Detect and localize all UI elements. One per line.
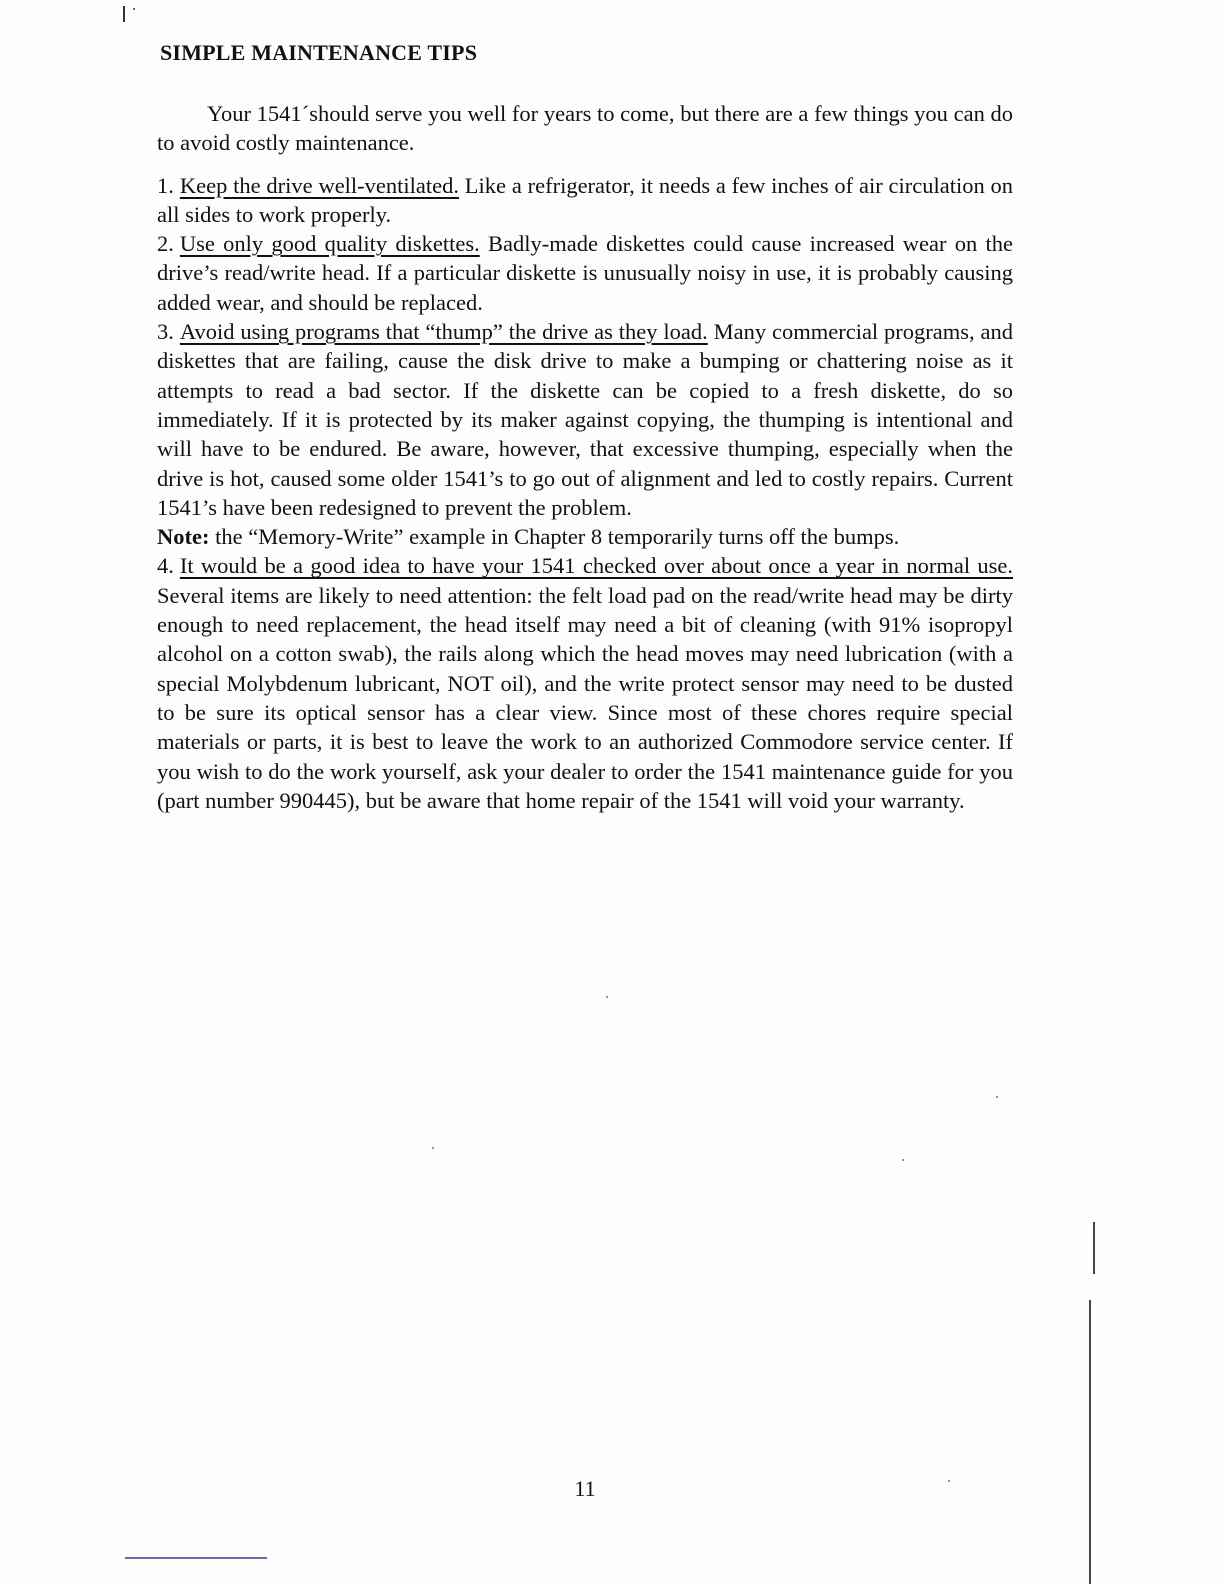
scan-speck [606,996,608,998]
scan-speck [948,1480,950,1482]
tip-text: Like a refrigerator, it needs a few inches of air circulation on all sides to work properly. [157,172,1013,227]
tip-text: Many commercial programs, and diskettes that are failing, cause the disk drive to make a bumping or chattering noise as it attempts to read a bad sector. If the diskette can be copied to a fresh diskette, do so immediately. If it is protected by its maker against copying, the thumping is intentional and will have to be endured. Be aware, however, that excessive thumping, especially when the drive is hot, caused some older 1541’s to go out of alignment and led to costly repairs. Current 1541’s have been redesigned to prevent the problem. [157,319,1014,520]
tip-number: 3. [157,319,174,345]
tip-3 [157,317,1013,522]
tip-number: 4. [157,553,174,579]
tip-2 [157,229,1013,317]
tip-1 [157,171,1013,230]
tip-title: Keep the drive well-ventilated. [179,172,460,198]
section-heading: SIMPLE MAINTENANCE TIPS [160,40,478,65]
tip-title: Use only good quality diskettes. [179,231,480,257]
tip-number: 1. [157,172,174,198]
scan-edge-line [1093,1222,1095,1274]
scan-edge-line [1089,1300,1091,1584]
scan-speck [133,8,135,10]
tip-number: 2. [157,231,174,257]
scan-speck [902,1159,904,1161]
note-label: Note: [157,524,210,550]
note-text: the “Memory-Write” example in Chapter 8 temporarily turns off the bumps. [209,524,900,550]
tip-title: It would be a good idea to have your 1541 checked over about once a year in normal use. [179,553,1013,579]
scan-speck [996,1096,998,1098]
tip-4 [157,551,1013,815]
bottom-rule [125,1557,267,1559]
scan-speck [432,1147,434,1149]
tip-text: Badly-made diskettes could cause increased wear on the drive’s read/write head. If a particular diskette is unusually noisy in use, it is probably causing added wear, and should be replaced. [157,231,1013,315]
note-paragraph [157,522,1013,551]
tip-title: Avoid using programs that “thump” the drive as they load. [179,319,708,345]
page-number: 11 [574,1476,596,1501]
intro-paragraph: Your 1541ˊshould serve you well for years to come, but there are a few things you can do to avoid costly maintenance. [157,101,1013,156]
scan-mark [123,6,125,22]
body-text [157,99,1013,815]
tip-text: Several items are likely to need attention: the felt load pad on the read/write head may be dirty enough to need replacement, the head itself may need a bit of cleaning (with 91% isopropyl alcohol on a cotton swab), the rails along which the head moves may need lubrication (with a special Molybdenum lubricant, NOT oil), and the write protect sensor may need to be dusted to be sure its optical sensor has a clear view. Since most of these chores require special materials or parts, it is best to leave the work to an authorized Commodore service center. If you wish to do the work yourself, ask your dealer to order the 1541 maintenance guide for you (part number 990445), but be aware that home repair of the 1541 will void your warranty. [157,582,1013,813]
